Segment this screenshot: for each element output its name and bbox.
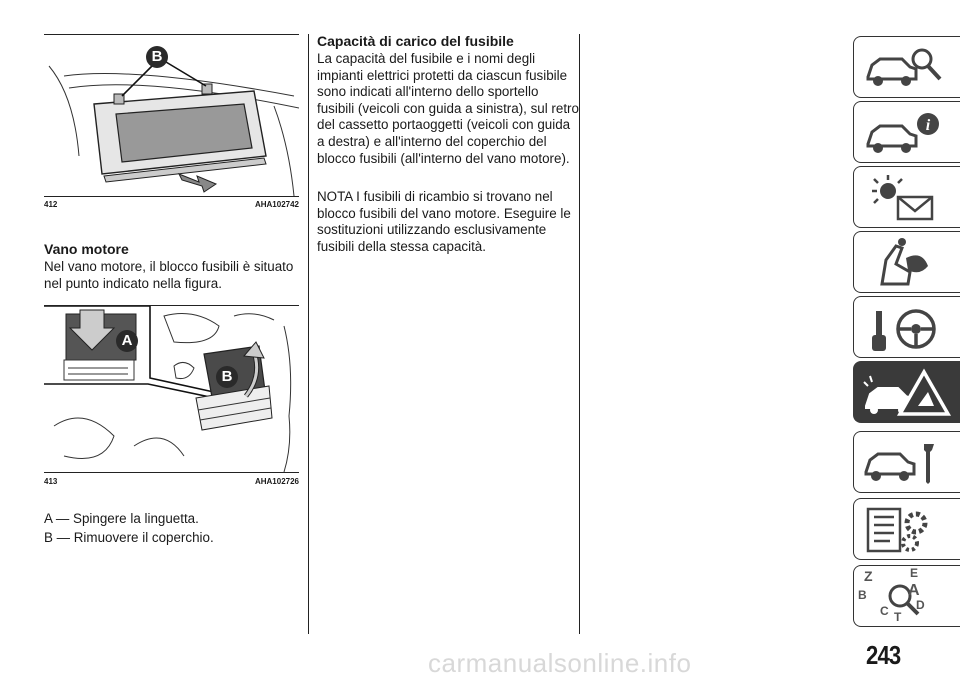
specs-gears-icon [862, 503, 952, 557]
index-letter-c: C [880, 604, 889, 618]
watermark-text: carmanualsonline.info [428, 648, 692, 678]
marker-a-badge: A [116, 330, 138, 352]
figure-413-caption-rule [44, 472, 299, 473]
tab-car-diagnostics[interactable] [853, 36, 960, 98]
figure-412-caption-rule [44, 196, 299, 197]
tab-technical-specs[interactable] [853, 498, 960, 560]
tab-emergency[interactable] [853, 361, 960, 423]
tab-starting-driving[interactable] [853, 296, 960, 358]
tab-safety[interactable] [853, 231, 960, 293]
figure-413-illustration [44, 306, 299, 472]
marker-b-badge: B [146, 46, 168, 68]
car-wrench-icon [862, 436, 952, 490]
tab-maintenance[interactable] [853, 431, 960, 493]
key-steering-wheel-icon [862, 301, 952, 355]
index-letter-t: T [894, 610, 902, 624]
fuse-capacity-heading: Capacità di carico del fusibile [317, 33, 514, 49]
engine-compartment-paragraph: Nel vano motore, il blocco fusibili è situato nel punto indicato nella figura. [44, 259, 294, 291]
column-divider [308, 34, 309, 634]
fuse-capacity-paragraph: La capacità del fusibile e i nomi degli impianti elettrici protetti da ciascun fusibile sono indicati all'interno dello sportello fusibili (veicoli con guida a sinistra), sul retro del cassetto portaoggetti (veicoli con guida a destra) e all'interno del coperchio del blocco fusibili (all'interno del vano motore). [317, 51, 579, 166]
index-letter-a: A [908, 582, 920, 599]
warning-light-message-icon [862, 171, 952, 225]
car-magnifier-icon [862, 41, 952, 95]
car-info-icon [862, 106, 952, 160]
tab-car-info[interactable] [853, 101, 960, 163]
spare-fuses-note: NOTA I fusibili di ricambio si trovano nel blocco fusibili del vano motore. Eseguire le sostituzioni utilizzando esclusivamente fusibili della stessa capacità. [317, 189, 571, 254]
car-emergency-triangle-icon [862, 366, 952, 420]
figure-413-number: 413 [44, 477, 58, 486]
figure-412-top-rule [44, 34, 299, 35]
figure-413-code: AHA102726 [254, 477, 299, 486]
seat-airbag-icon [862, 236, 952, 290]
tab-index[interactable] [853, 565, 960, 627]
svg-text:i: i [925, 117, 931, 134]
marker-b-badge: B [216, 366, 238, 388]
legend-item-a: A — Spingere la linguetta. [44, 511, 199, 526]
figure-412-number: 412 [44, 200, 58, 209]
page-number: 243 [866, 640, 901, 670]
index-letter-e: E [910, 566, 919, 580]
engine-compartment-heading: Vano motore [44, 241, 129, 257]
figure-412-code: AHA102742 [254, 200, 299, 209]
legend-item-b: B — Rimuovere il coperchio. [44, 530, 214, 545]
tab-warning-lights[interactable] [853, 166, 960, 228]
index-letter-b: B [858, 588, 867, 602]
index-letters-icon [862, 570, 952, 624]
index-letter-d: D [916, 598, 925, 612]
index-letter-z: Z [864, 568, 873, 584]
figure-412-illustration [44, 36, 299, 196]
column-divider-right [579, 34, 580, 634]
